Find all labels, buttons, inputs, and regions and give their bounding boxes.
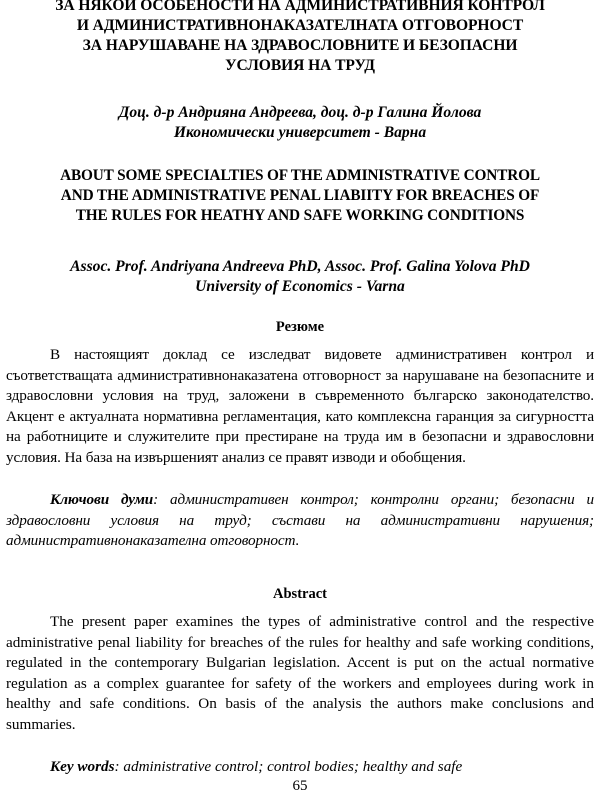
keywords-label-bg: Ключови думи [50, 491, 154, 508]
title-bg-line-3: ЗА НАРУШАВАНЕ НА ЗДРАВОСЛОВНИТЕ И БЕЗОПАСНИ [82, 37, 518, 54]
keywords-bg [6, 490, 594, 552]
title-bg-line-1: ЗА НЯКОИ ОСОБЕНОСТИ НА АДМИНИСТРАТИВНИЯ КОНТРОЛ [55, 0, 545, 14]
page-number: 65 [292, 778, 308, 794]
keywords-text-bg: : административен контрол; контролни органи; безопасни и здравословни условия на труд; състави на административни нарушения; административнонаказателна отговорност. [6, 491, 594, 550]
keywords-label-en: Key words [50, 758, 115, 775]
title-bg-line-2: И АДМИНИСТРАТИВНОНАКАЗАТЕЛНАТА ОТГОВОРНОСТ [76, 17, 524, 34]
affiliation-en: University of Economics - Varna [195, 278, 405, 295]
affiliation-bg: Икономически университет - Варна [173, 124, 427, 141]
title-en-line-3: THE RULES FOR HEATHY AND SAFE WORKING CONDITIONS [75, 207, 525, 224]
authors-english [0, 257, 600, 297]
summary-text-bg: В настоящият доклад се изследват видовете административен контрол и съответстващата административнонаказатена отговорност за нарушаване на безопасните и здравословни условия на труд, заложени в съвременното българско законодателство. Акцент е актуалната нормативна регламентация, като комплексна гаранция за сигурността на работниците и служителите при престиране на труда им в безопасни и здравословни условия. На база на извършеният анализ се правят изводи и обобщения. [6, 346, 594, 466]
title-bg-line-4: УСЛОВИЯ НА ТРУД [225, 57, 375, 74]
abstract-text-en: The present paper examines the types of administrative control and the respective administrative penal liability for breaches of the rules for healthy and safe working conditions, regulated in the contemporary Bulgarian legislation. Accent is put on the actual normative regulation as a complex guarantee for safety of the workers and employees during work in healthy and safe conditions. On basis of the analysis the authors make conclusions and summaries. [6, 613, 594, 733]
keywords-text-en: : administrative control; control bodies; healthy and safe [114, 758, 463, 775]
keywords-en [6, 757, 594, 778]
title-en-line-1: ABOUT SOME SPECIALTIES OF THE ADMINISTRATIVE CONTROL [60, 167, 540, 184]
author-names-bg: Доц. д-р Андрияна Андреева, доц. д-р Галина Йолова [118, 104, 482, 121]
author-names-en: Assoc. Prof. Andriyana Andreeva PhD, Assoc. Prof. Galina Yolova PhD [70, 258, 530, 275]
title-english [0, 166, 600, 226]
summary-heading-bg: Резюме [275, 319, 325, 335]
authors-bulgarian [0, 103, 600, 143]
title-bulgarian [0, 0, 600, 76]
abstract-heading-en: Abstract [273, 586, 327, 602]
title-en-line-2: AND THE ADMINISTRATIVE PENAL LIABIITY FOR BREACHES OF [60, 187, 540, 204]
